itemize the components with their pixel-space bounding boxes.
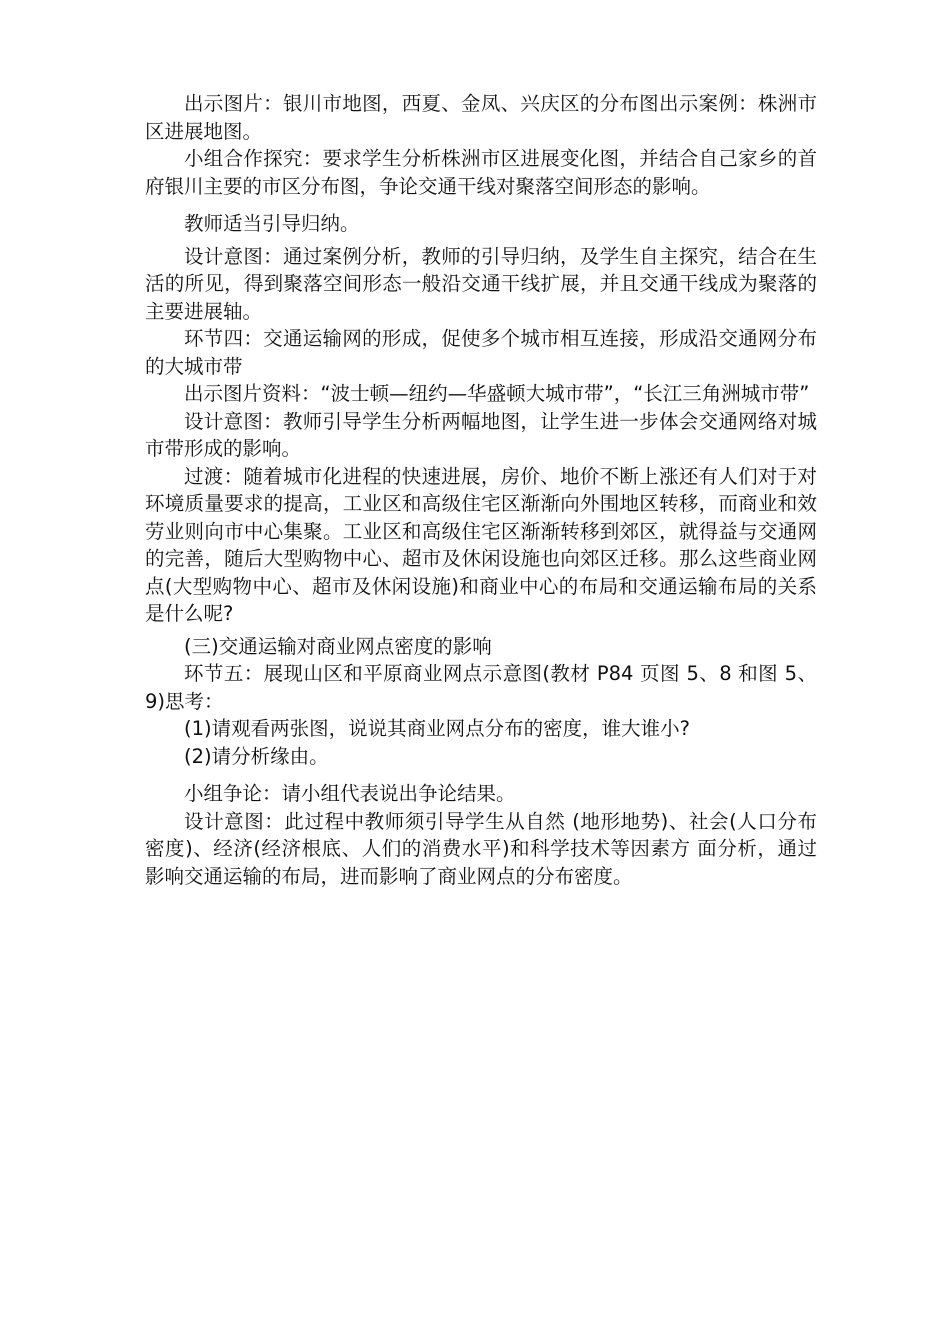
document-body <box>145 90 817 890</box>
paragraph-design-intent-3: 设计意图：此过程中教师须引导学生从自然 (地形地势)、社会(人口分布密度)、经济(经济根底、人们的消费水平)和科学技术等因素方 面分析，通过影响交通运输的布局，进而影响了商业网点的分布密度。 <box>145 809 817 888</box>
paragraph-step-four: 环节四：交通运输网的形成，促使多个城市相互连接，形成沿交通网分布的大城市带 <box>145 327 817 378</box>
paragraph-show-materials: 出示图片资料：“波士顿—纽约—华盛顿大城市带”，“长江三角洲城市带” <box>184 382 810 405</box>
paragraph-section-three: (三)交通运输对商业网点密度的影响 <box>184 634 492 658</box>
paragraph-teacher-summary: 教师适当引导归纳。 <box>184 212 360 235</box>
paragraph-transition: 过渡：随着城市化进程的快速进展，房价、地价不断上涨还有人们对于对环境质量要求的提高，工业区和高级住宅区渐渐向外围地区转移，而商业和效劳业则向市中心集聚。工业区和高级住宅区渐渐转移到郊区，就得益与交通网的完善，随后大型购物中心、超市及休闲设施也向郊区迁移。那么这些商业网点(大型购物中心、超市及休闲设施)和商业中心的布局和交通运输布局的关系是什么呢? <box>145 464 817 625</box>
paragraph-question-1: (1)请观看两张图，说说其商业网点分布的密度，谁大谁小? <box>184 717 690 740</box>
paragraph-design-intent-2: 设计意图：教师引导学生分析两幅地图，让学生进一步体会交通网络对城市带形成的影响。 <box>145 409 817 460</box>
paragraph-step-five: 环节五：展现山区和平原商业网点示意图(教材 P84 页图 5、8 和图 5、9)思考： <box>145 662 817 713</box>
paragraph-group-discussion: 小组争论：请小组代表说出争论结果。 <box>184 782 516 805</box>
paragraph-show-images: 出示图片：银川市地图，西夏、金凤、兴庆区的分布图出示案例：株洲市区进展地图。 <box>145 92 817 143</box>
paragraph-group-inquiry: 小组合作探究：要求学生分析株洲市区进展变化图，并结合自己家乡的首府银川主要的市区分布图，争论交通干线对聚落空间形态的影响。 <box>145 147 817 198</box>
paragraph-question-2: (2)请分析缘由。 <box>184 744 329 768</box>
paragraph-design-intent-1: 设计意图：通过案例分析，教师的引导归纳，及学生自主探究，结合在生活的所见，得到聚落空间形态一般沿交通干线扩展，并且交通干线成为聚落的主要进展轴。 <box>145 244 817 323</box>
